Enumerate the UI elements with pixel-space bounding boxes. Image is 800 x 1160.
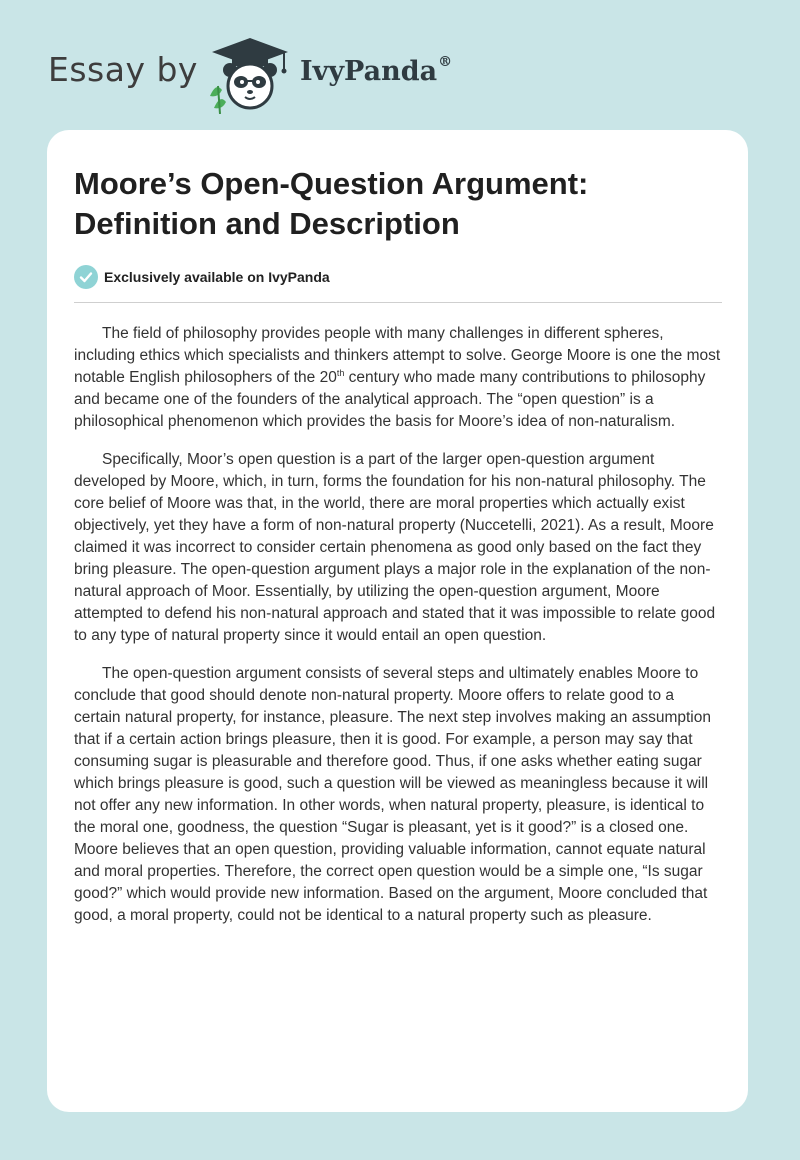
paragraph-2: Specifically, Moor’s open question is a part of the larger open-question argument developed by Moore, which, in turn, forms the foundation for his non-natural philosophy. The core belief of Moore was that, in the world, there are moral properties which actually exist objectively, yet they have a form of non-natural property (Nuccetelli, 2021). As a result, Moore claimed it was incorrect to consider certain phenomena as good only based on the fact they bring pleasure. The open-question argument plays a major role in the explanation of the non-natural approach of Moor. Essentially, by utilizing the open-question argument, Moore attempted to defend his non-natural approach and stated that it was impossible to relate good to any type of natural property since it would entail an open question. xyxy=(74,451,716,644)
divider xyxy=(74,302,722,303)
essay-by-label: Essay by xyxy=(48,50,198,89)
registered-mark: ® xyxy=(438,54,453,70)
panda-graduate-icon[interactable] xyxy=(202,36,298,114)
exclusive-label: Exclusively available on IvyPanda xyxy=(104,269,330,285)
exclusive-badge xyxy=(74,264,330,290)
essay-card xyxy=(47,130,748,1112)
essay-title: Moore’s Open-Question Argument: Definition and Description xyxy=(74,166,589,241)
essay-body xyxy=(74,323,722,943)
site-header xyxy=(48,36,648,116)
brand-name[interactable]: IvyPanda® xyxy=(300,54,453,87)
paragraph-3: The open-question argument consists of several steps and ultimately enables Moore to conclude that good should denote non-natural property. Moore offers to relate good to a certain natural property, for instance, pleasure. The next step involves making an assumption that if a certain action brings pleasure, then it is good. For example, a person may say that consuming sugar is pleasurable and therefore good. Thus, if one asks whether eating sugar which brings pleasure is good, such a question will be viewed as meaningless because it will not offer any new information. In other words, when natural property, pleasure, is identical to the moral one, goodness, the question “Sugar is pleasant, yet is it good?” is a closed one. Moore believes that an open question, providing valuable information, cannot equate natural and moral properties. Therefore, the correct open question would be a simple one, “Is sugar good?” which would provide new information. Based on the argument, Moore concluded that good, a moral property, could not be identical to a natural property such as pleasure. xyxy=(74,665,711,924)
check-icon xyxy=(74,265,98,289)
paragraph-1: The field of philosophy provides people with many challenges in different spheres, including ethics which specialists and thinkers attempt to solve. George Moore is one the most notable English philosophers of the 20th century who made many contributions to philosophy and became one of the founders of the analytical approach. The “open question” is a philosophical phenomenon which provides the basis for Moore’s idea of non-naturalism. xyxy=(74,325,721,430)
